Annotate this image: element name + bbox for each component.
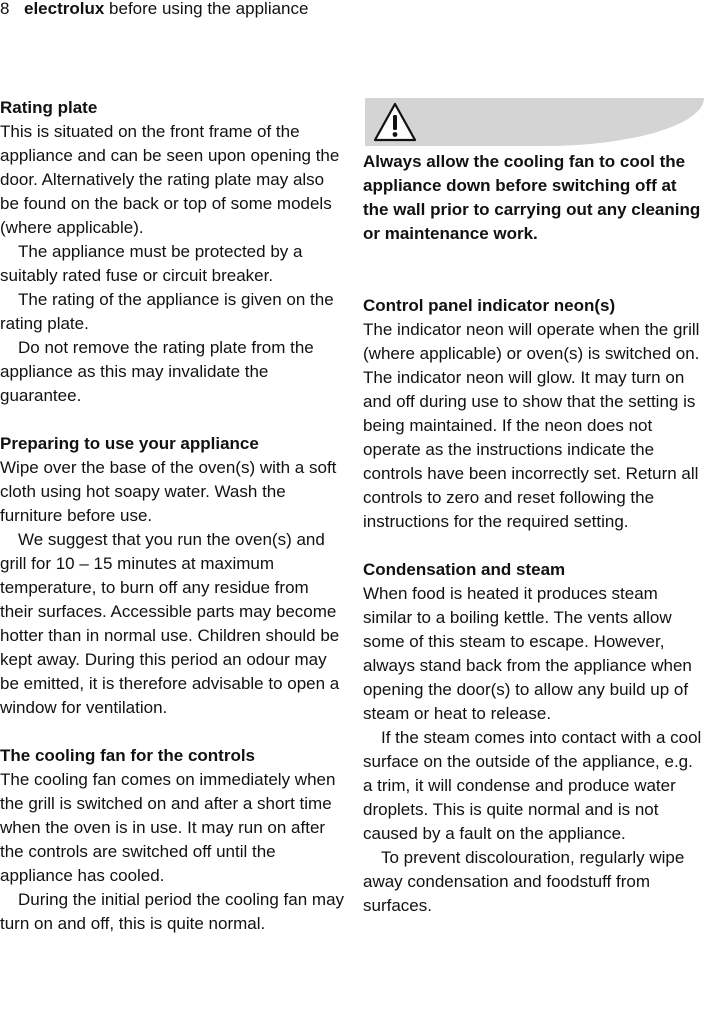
rating-plate-paragraph-3: The rating of the appliance is given on the rating plate.	[0, 290, 334, 333]
rating-plate-paragraph-1: This is situated on the front frame of the appliance and can be seen upon opening the door. Alternatively the rating plate may also be found on the back or top of some models (where applicable).	[0, 122, 340, 237]
right-column	[363, 294, 704, 918]
warning-text: Always allow the cooling fan to cool the appliance down before switching off at the wall prior to carrying out any cleaning or maintenance work.	[363, 152, 701, 243]
cooling-fan-paragraph-2: During the initial period the cooling fan may turn on and off, this is quite normal.	[0, 890, 345, 933]
indicator-paragraph-1: The indicator neon will operate when the grill (where applicable) or oven(s) is switched on. The indicator neon will glow. It may turn on and off during use to show that the setting is being maintained. If the neon does not operate as the instructions indicate the controls have been incorrectly set. Return all controls to zero and reset following the instructions for the required setting.	[363, 320, 700, 531]
preparing-heading: Preparing to use your appliance	[0, 434, 259, 453]
warning-triangle-icon	[371, 100, 419, 144]
page-header	[0, 0, 308, 20]
rating-plate-heading: Rating plate	[0, 98, 98, 117]
cooling-fan-heading: The cooling fan for the controls	[0, 746, 255, 765]
brand-name: electrolux	[24, 0, 105, 18]
section-title: before using the appliance	[104, 0, 309, 18]
rating-plate-paragraph-2: The appliance must be protected by a suitably rated fuse or circuit breaker.	[0, 242, 303, 285]
indicator-heading: Control panel indicator neon(s)	[363, 296, 616, 315]
left-column	[0, 96, 346, 936]
condensation-heading: Condensation and steam	[363, 560, 566, 579]
rating-plate-paragraph-4: Do not remove the rating plate from the appliance as this may invalidate the guarantee.	[0, 338, 314, 405]
warning-banner	[365, 98, 704, 146]
cooling-fan-paragraph-1: The cooling fan comes on immediately when the grill is switched on and after a short time when the oven is in use. It may run on after the controls are switched off until the appliance has cooled.	[0, 770, 336, 885]
condensation-paragraph-2: If the steam comes into contact with a cool surface on the outside of the appliance, e.g. a trim, it will condense and produce water droplets. This is quite normal and is not caused by a fault on the appliance.	[363, 728, 702, 843]
condensation-paragraph-3: To prevent discolouration, regularly wipe away condensation and foodstuff from surfaces.	[363, 848, 685, 915]
page-number: 8	[0, 0, 10, 18]
preparing-paragraph-1: Wipe over the base of the oven(s) with a soft cloth using hot soapy water. Wash the furniture before use.	[0, 458, 337, 525]
preparing-paragraph-2: We suggest that you run the oven(s) and grill for 10 – 15 minutes at maximum temperature, to burn off any residue from their surfaces. Accessible parts may become hotter than in normal use. Children should be kept away. During this period an odour may be emitted, it is therefore advisable to open a window for ventilation.	[0, 530, 340, 717]
condensation-paragraph-1: When food is heated it produces steam similar to a boiling kettle. The vents allow some of this steam to escape. However, always stand back from the appliance when opening the door(s) to allow any build up of steam or heat to release.	[363, 584, 692, 723]
